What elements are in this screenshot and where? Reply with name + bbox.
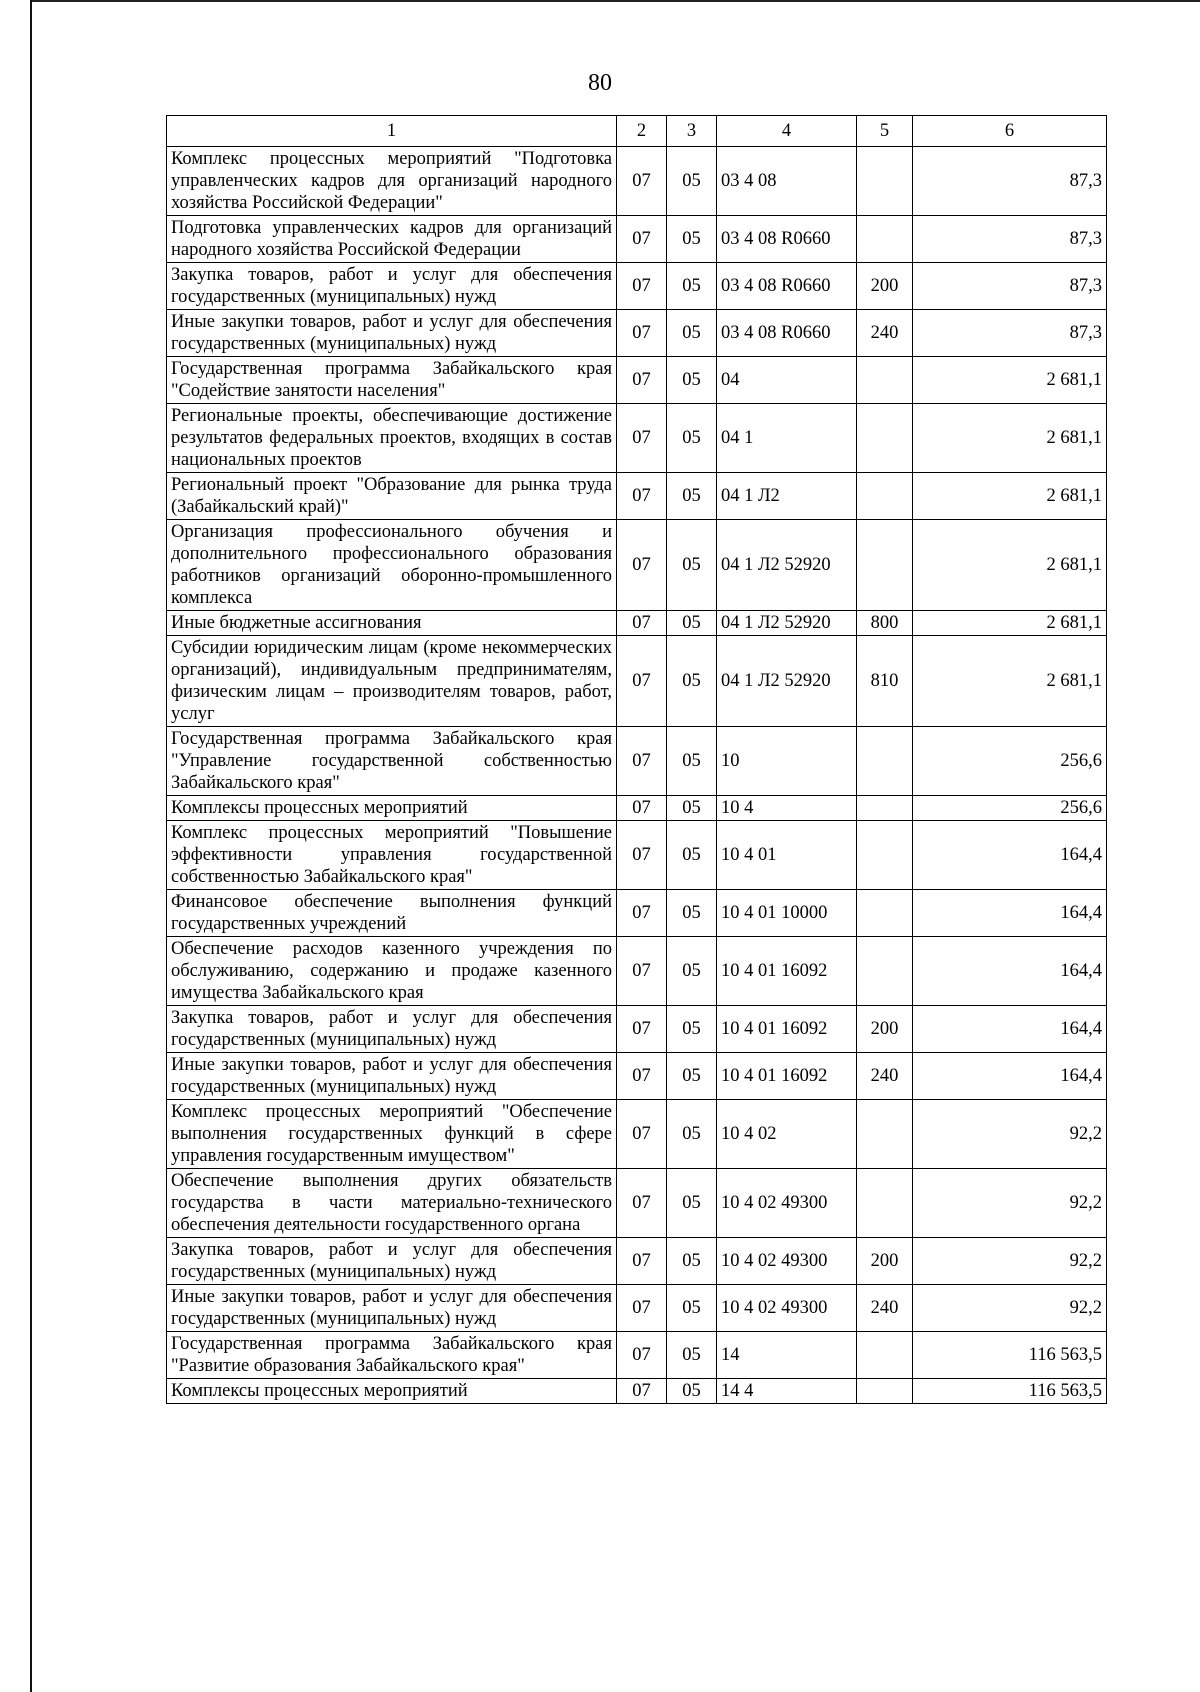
row-section: 07 [617,796,667,821]
row-subsection: 05 [667,937,717,1006]
row-section: 07 [617,1379,667,1404]
row-section: 07 [617,821,667,890]
row-name: Финансовое обеспечение выполнения функций государственных учреждений [167,890,617,937]
row-target-article: 03 4 08 R0660 [717,310,857,357]
table-body [167,147,1107,1404]
row-section: 07 [617,937,667,1006]
row-target-article: 10 4 01 16092 [717,1053,857,1100]
table-row [167,1332,1107,1379]
row-name: Государственная программа Забайкальского края "Содействие занятости населения" [167,357,617,404]
scan-frame-top [30,0,1200,2]
table-row [167,1006,1107,1053]
row-amount: 256,6 [913,727,1107,796]
table-row [167,1238,1107,1285]
table-row [167,1169,1107,1238]
table-row [167,727,1107,796]
row-amount: 2 681,1 [913,611,1107,636]
table-row [167,890,1107,937]
row-section: 07 [617,1053,667,1100]
row-name: Закупка товаров, работ и услуг для обеспечения государственных (муниципальных) нужд [167,1238,617,1285]
row-subsection: 05 [667,310,717,357]
row-amount: 256,6 [913,796,1107,821]
row-subsection: 05 [667,404,717,473]
table-row [167,796,1107,821]
row-amount: 164,4 [913,890,1107,937]
row-target-article: 10 4 02 49300 [717,1238,857,1285]
table-row [167,1285,1107,1332]
row-subsection: 05 [667,1238,717,1285]
row-subsection: 05 [667,611,717,636]
row-name: Иные бюджетные ассигнования [167,611,617,636]
row-target-article: 10 4 01 [717,821,857,890]
row-name: Комплексы процессных мероприятий [167,796,617,821]
row-section: 07 [617,727,667,796]
row-expense-type: 200 [857,263,913,310]
row-section: 07 [617,1238,667,1285]
row-subsection: 05 [667,821,717,890]
row-name: Региональный проект "Образование для рынка труда (Забайкальский край)" [167,473,617,520]
row-section: 07 [617,310,667,357]
table-row [167,473,1107,520]
row-section: 07 [617,473,667,520]
row-name: Организация профессионального обучения и дополнительного профессионального образования работников организаций оборонно-промышленного комплекса [167,520,617,611]
row-amount: 92,2 [913,1100,1107,1169]
row-expense-type: 200 [857,1238,913,1285]
row-expense-type [857,796,913,821]
scan-frame-left [30,0,32,1692]
row-amount: 2 681,1 [913,357,1107,404]
row-subsection: 05 [667,357,717,404]
table-row [167,1053,1107,1100]
row-expense-type [857,821,913,890]
row-subsection: 05 [667,1332,717,1379]
row-target-article: 10 4 [717,796,857,821]
row-target-article: 03 4 08 [717,147,857,216]
table-row [167,404,1107,473]
row-amount: 2 681,1 [913,473,1107,520]
budget-table [166,115,1107,1404]
row-expense-type [857,890,913,937]
row-target-article: 10 4 02 [717,1100,857,1169]
row-expense-type [857,1100,913,1169]
column-header-1: 1 [167,116,617,147]
row-section: 07 [617,1169,667,1238]
row-subsection: 05 [667,1169,717,1238]
row-section: 07 [617,147,667,216]
table-row [167,636,1107,727]
table-header-row [167,116,1107,147]
row-expense-type: 800 [857,611,913,636]
row-expense-type [857,937,913,1006]
row-target-article: 04 1 Л2 52920 [717,520,857,611]
row-subsection: 05 [667,263,717,310]
table-row [167,216,1107,263]
row-subsection: 05 [667,1006,717,1053]
row-subsection: 05 [667,890,717,937]
row-amount: 92,2 [913,1285,1107,1332]
column-header-4: 4 [717,116,857,147]
row-name: Закупка товаров, работ и услуг для обеспечения государственных (муниципальных) нужд [167,263,617,310]
row-amount: 164,4 [913,937,1107,1006]
row-amount: 87,3 [913,216,1107,263]
table-row [167,611,1107,636]
row-section: 07 [617,636,667,727]
row-subsection: 05 [667,1379,717,1404]
row-expense-type [857,147,913,216]
row-amount: 116 563,5 [913,1332,1107,1379]
row-amount: 164,4 [913,1053,1107,1100]
row-amount: 2 681,1 [913,520,1107,611]
row-expense-type [857,357,913,404]
row-name: Государственная программа Забайкальского края "Управление государственной собственностью Забайкальского края" [167,727,617,796]
row-expense-type: 240 [857,1285,913,1332]
row-section: 07 [617,1332,667,1379]
row-expense-type: 240 [857,310,913,357]
row-expense-type [857,520,913,611]
row-subsection: 05 [667,636,717,727]
table-row [167,1379,1107,1404]
row-amount: 87,3 [913,310,1107,357]
row-amount: 92,2 [913,1238,1107,1285]
column-header-6: 6 [913,116,1107,147]
column-header-2: 2 [617,116,667,147]
row-name: Иные закупки товаров, работ и услуг для обеспечения государственных (муниципальных) нужд [167,1053,617,1100]
row-target-article: 14 [717,1332,857,1379]
row-section: 07 [617,216,667,263]
column-header-3: 3 [667,116,717,147]
row-section: 07 [617,263,667,310]
row-subsection: 05 [667,216,717,263]
row-target-article: 14 4 [717,1379,857,1404]
row-amount: 164,4 [913,1006,1107,1053]
row-subsection: 05 [667,1285,717,1332]
row-subsection: 05 [667,1100,717,1169]
row-section: 07 [617,890,667,937]
row-target-article: 10 4 02 49300 [717,1285,857,1332]
row-name: Обеспечение расходов казенного учреждения по обслуживанию, содержанию и продаже казенного имущества Забайкальского края [167,937,617,1006]
row-section: 07 [617,520,667,611]
row-subsection: 05 [667,1053,717,1100]
row-target-article: 04 [717,357,857,404]
row-subsection: 05 [667,727,717,796]
row-name: Закупка товаров, работ и услуг для обеспечения государственных (муниципальных) нужд [167,1006,617,1053]
row-section: 07 [617,1006,667,1053]
table-row [167,1100,1107,1169]
row-expense-type [857,404,913,473]
table-row [167,821,1107,890]
row-target-article: 10 4 01 10000 [717,890,857,937]
row-target-article: 04 1 Л2 [717,473,857,520]
row-expense-type: 810 [857,636,913,727]
row-expense-type [857,216,913,263]
row-target-article: 10 4 01 16092 [717,937,857,1006]
table-row [167,263,1107,310]
row-section: 07 [617,611,667,636]
row-subsection: 05 [667,147,717,216]
row-amount: 2 681,1 [913,404,1107,473]
row-target-article: 04 1 Л2 52920 [717,611,857,636]
row-name: Комплекс процессных мероприятий "Обеспечение выполнения государственных функций в сфере управления государственным имуществом" [167,1100,617,1169]
row-name: Обеспечение выполнения других обязательств государства в части материально-технического обеспечения деятельности государственного органа [167,1169,617,1238]
row-name: Иные закупки товаров, работ и услуг для обеспечения государственных (муниципальных) нужд [167,310,617,357]
row-subsection: 05 [667,796,717,821]
row-name: Комплекс процессных мероприятий "Подготовка управленческих кадров для организаций народного хозяйства Российской Федерации" [167,147,617,216]
row-name: Подготовка управленческих кадров для организаций народного хозяйства Российской Федерации [167,216,617,263]
row-target-article: 10 4 01 16092 [717,1006,857,1053]
row-section: 07 [617,357,667,404]
column-header-5: 5 [857,116,913,147]
row-expense-type: 200 [857,1006,913,1053]
row-amount: 92,2 [913,1169,1107,1238]
table-row [167,147,1107,216]
row-amount: 2 681,1 [913,636,1107,727]
table-row [167,520,1107,611]
row-expense-type [857,1169,913,1238]
row-name: Комплекс процессных мероприятий "Повышение эффективности управления государственной собственностью Забайкальского края" [167,821,617,890]
row-section: 07 [617,1285,667,1332]
row-name: Субсидии юридическим лицам (кроме некоммерческих организаций), индивидуальным предпринимателям, физическим лицам – производителям товаров, работ, услуг [167,636,617,727]
row-target-article: 10 [717,727,857,796]
row-section: 07 [617,1100,667,1169]
row-target-article: 04 1 Л2 52920 [717,636,857,727]
table-row [167,310,1107,357]
row-amount: 164,4 [913,821,1107,890]
row-expense-type [857,1379,913,1404]
row-amount: 87,3 [913,263,1107,310]
row-target-article: 03 4 08 R0660 [717,263,857,310]
row-name: Региональные проекты, обеспечивающие достижение результатов федеральных проектов, входящих в состав национальных проектов [167,404,617,473]
row-name: Иные закупки товаров, работ и услуг для обеспечения государственных (муниципальных) нужд [167,1285,617,1332]
row-subsection: 05 [667,473,717,520]
row-amount: 116 563,5 [913,1379,1107,1404]
row-section: 07 [617,404,667,473]
row-amount: 87,3 [913,147,1107,216]
row-expense-type [857,727,913,796]
row-target-article: 04 1 [717,404,857,473]
row-target-article: 10 4 02 49300 [717,1169,857,1238]
table-row [167,357,1107,404]
row-subsection: 05 [667,520,717,611]
row-expense-type [857,473,913,520]
row-target-article: 03 4 08 R0660 [717,216,857,263]
row-name: Государственная программа Забайкальского края "Развитие образования Забайкальского края" [167,1332,617,1379]
row-name: Комплексы процессных мероприятий [167,1379,617,1404]
page-number: 80 [588,70,612,96]
table-row [167,937,1107,1006]
row-expense-type: 240 [857,1053,913,1100]
row-expense-type [857,1332,913,1379]
